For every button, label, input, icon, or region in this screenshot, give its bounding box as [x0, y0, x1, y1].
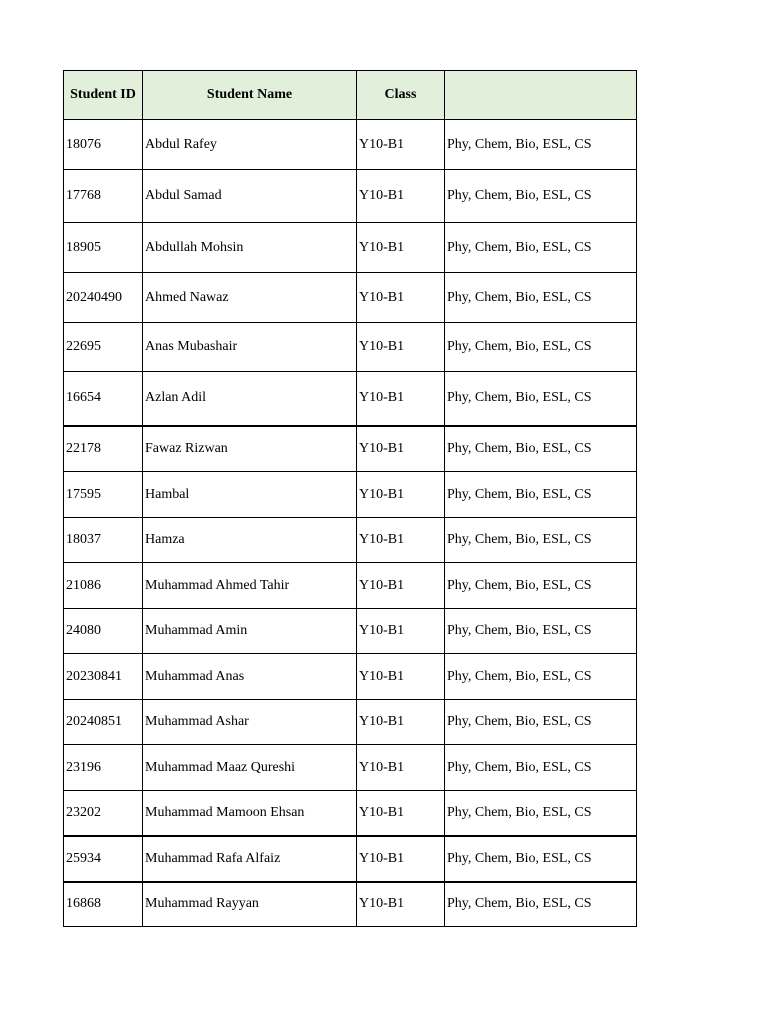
cell-student-name: Azlan Adil — [143, 372, 357, 426]
table-row — [64, 518, 637, 563]
table-row — [64, 882, 637, 927]
cell-class: Y10-B1 — [357, 654, 445, 700]
cell-subjects: Phy, Chem, Bio, ESL, CS — [445, 120, 637, 170]
header-student-name: Student Name — [143, 71, 357, 120]
header-subjects — [445, 71, 637, 120]
cell-student-id: 17768 — [64, 170, 143, 223]
table-row — [64, 563, 637, 609]
cell-class: Y10-B1 — [357, 472, 445, 518]
header-student-id: Student ID — [64, 71, 143, 120]
cell-subjects: Phy, Chem, Bio, ESL, CS — [445, 791, 637, 836]
cell-subjects: Phy, Chem, Bio, ESL, CS — [445, 609, 637, 654]
student-list-sheet — [63, 70, 636, 927]
cell-subjects: Phy, Chem, Bio, ESL, CS — [445, 836, 637, 882]
table-row — [64, 223, 637, 273]
table-row — [64, 170, 637, 223]
table-row — [64, 745, 637, 791]
table-row — [64, 609, 637, 654]
table-header-row — [64, 71, 637, 120]
cell-student-name: Hambal — [143, 472, 357, 518]
table-row — [64, 372, 637, 426]
cell-subjects: Phy, Chem, Bio, ESL, CS — [445, 882, 637, 927]
cell-student-id: 18905 — [64, 223, 143, 273]
cell-student-name: Muhammad Rafa Alfaiz — [143, 836, 357, 882]
cell-subjects: Phy, Chem, Bio, ESL, CS — [445, 518, 637, 563]
cell-student-id: 16868 — [64, 882, 143, 927]
cell-class: Y10-B1 — [357, 563, 445, 609]
cell-student-id: 22178 — [64, 426, 143, 472]
cell-student-name: Muhammad Ashar — [143, 700, 357, 745]
cell-student-name: Muhammad Rayyan — [143, 882, 357, 927]
cell-class: Y10-B1 — [357, 323, 445, 372]
cell-student-id: 18076 — [64, 120, 143, 170]
cell-class: Y10-B1 — [357, 836, 445, 882]
table-row — [64, 426, 637, 472]
cell-student-id: 16654 — [64, 372, 143, 426]
cell-subjects: Phy, Chem, Bio, ESL, CS — [445, 223, 637, 273]
cell-class: Y10-B1 — [357, 170, 445, 223]
cell-student-name: Muhammad Amin — [143, 609, 357, 654]
cell-student-name: Anas Mubashair — [143, 323, 357, 372]
cell-subjects: Phy, Chem, Bio, ESL, CS — [445, 426, 637, 472]
cell-class: Y10-B1 — [357, 609, 445, 654]
cell-class: Y10-B1 — [357, 372, 445, 426]
cell-student-id: 25934 — [64, 836, 143, 882]
cell-student-id: 20230841 — [64, 654, 143, 700]
cell-class: Y10-B1 — [357, 745, 445, 791]
table-row — [64, 791, 637, 836]
cell-student-name: Hamza — [143, 518, 357, 563]
cell-subjects: Phy, Chem, Bio, ESL, CS — [445, 323, 637, 372]
cell-subjects: Phy, Chem, Bio, ESL, CS — [445, 472, 637, 518]
cell-subjects: Phy, Chem, Bio, ESL, CS — [445, 563, 637, 609]
header-class: Class — [357, 71, 445, 120]
cell-class: Y10-B1 — [357, 273, 445, 323]
cell-class: Y10-B1 — [357, 426, 445, 472]
cell-student-id: 23196 — [64, 745, 143, 791]
table-row — [64, 700, 637, 745]
cell-student-name: Fawaz Rizwan — [143, 426, 357, 472]
cell-student-name: Muhammad Maaz Qureshi — [143, 745, 357, 791]
cell-student-id: 22695 — [64, 323, 143, 372]
table-row — [64, 654, 637, 700]
cell-student-name: Muhammad Ahmed Tahir — [143, 563, 357, 609]
cell-student-id: 20240851 — [64, 700, 143, 745]
cell-subjects: Phy, Chem, Bio, ESL, CS — [445, 700, 637, 745]
table-row — [64, 120, 637, 170]
cell-class: Y10-B1 — [357, 882, 445, 927]
cell-class: Y10-B1 — [357, 518, 445, 563]
cell-class: Y10-B1 — [357, 791, 445, 836]
cell-student-name: Muhammad Anas — [143, 654, 357, 700]
cell-student-name: Muhammad Mamoon Ehsan — [143, 791, 357, 836]
cell-student-name: Abdul Samad — [143, 170, 357, 223]
cell-subjects: Phy, Chem, Bio, ESL, CS — [445, 273, 637, 323]
cell-subjects: Phy, Chem, Bio, ESL, CS — [445, 170, 637, 223]
cell-class: Y10-B1 — [357, 120, 445, 170]
cell-student-id: 20240490 — [64, 273, 143, 323]
student-table — [63, 70, 637, 927]
table-row — [64, 273, 637, 323]
cell-subjects: Phy, Chem, Bio, ESL, CS — [445, 654, 637, 700]
cell-class: Y10-B1 — [357, 223, 445, 273]
cell-student-id: 23202 — [64, 791, 143, 836]
cell-student-id: 17595 — [64, 472, 143, 518]
cell-student-id: 18037 — [64, 518, 143, 563]
cell-class: Y10-B1 — [357, 700, 445, 745]
table-row — [64, 836, 637, 882]
table-row — [64, 472, 637, 518]
cell-subjects: Phy, Chem, Bio, ESL, CS — [445, 372, 637, 426]
cell-student-id: 24080 — [64, 609, 143, 654]
cell-student-name: Abdul Rafey — [143, 120, 357, 170]
cell-student-name: Abdullah Mohsin — [143, 223, 357, 273]
table-row — [64, 323, 637, 372]
cell-subjects: Phy, Chem, Bio, ESL, CS — [445, 745, 637, 791]
cell-student-id: 21086 — [64, 563, 143, 609]
cell-student-name: Ahmed Nawaz — [143, 273, 357, 323]
